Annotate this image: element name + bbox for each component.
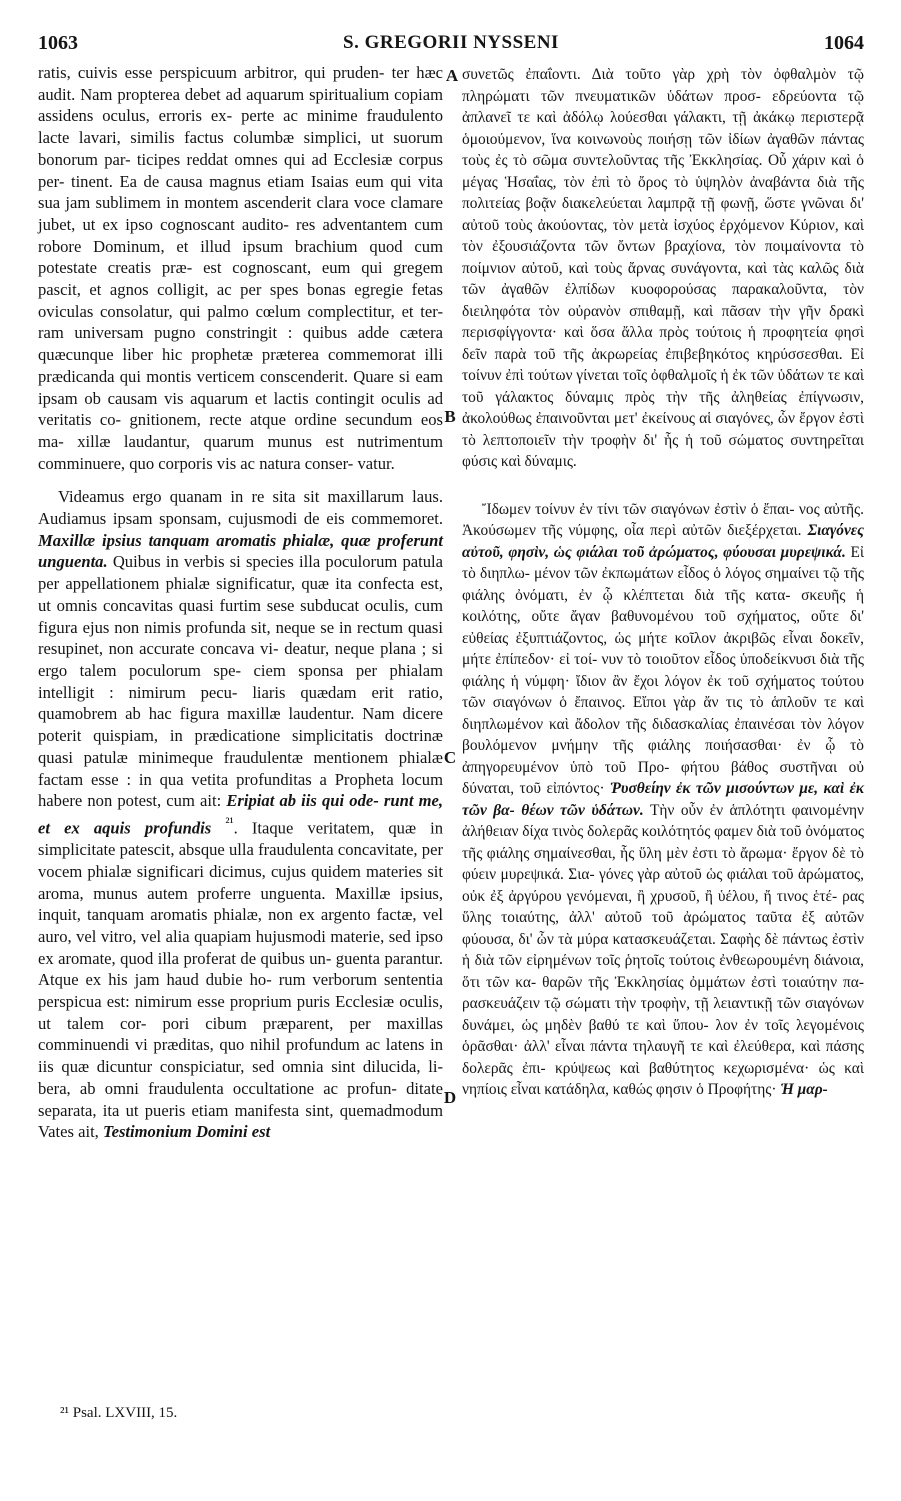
greek-text: Τὴν οὖν ἐν ἁπλότητι φαινομένην ἀλήθειαν δίχα τινὸς δολερᾶς κοιλότητός φαμεν διὰ τοῦ ὀνόματος τῆς φιάλης σημαίνεσθαι, ἧς ὕλη μὲν ἐστι τὸ ἄρωμα· ἔργον δὲ τὸ φύειν μυρεψικά. Σια- γόνες γὰρ αὐτοῦ ὡς φιάλαι τοῦ ἀρώματος, οὐκ ἐξ ἀργύρου γενόμεναι, ἢ χρυσοῦ, ἢ ὑέλου, ἤ τινος ἑτέ- ρας ὕλης τοιαύτης, ἀλλ' αὐτοῦ τοῦ ἀρώματος ταῦτα ἐξ αὐτῶν φύουσα, δι' ὧν τὰ μύρα κατασκευάζεται. Σαφὴς δὲ πάντως ἐστὶν ἡ διὰ τῶν εἰρημένων τοῖς ῥητοῖς τούτοις ἐνθεωρουμένη διάνοια, ὅτι τῶν κα- θαρῶν τῆς Ἐκκλησίας ὀμμάτων ἐστὶ τοιαύτην πα- ρασκευάζειν τῷ σώματι τὴν τροφὴν, τῇ λειαντικῇ τῶν σιαγόνων δυνάμει, ὡς μηδὲν βαθύ τε καὶ ὕπου- λον ἐν τοῖς λεγομένοις ὁρᾶσθαι· ἀλλ' εἶναι πάντα τηλαυγῆ τε καὶ ἐλεύθερα, καὶ πάσης δολερᾶς ἐπι- κρύψεως καὶ βαθύτητος κεχωρισμένα· ὡς καὶ νηπίοις εἶναι κατάδηλα, καθώς φησιν ὁ Προφήτης· [462,801,864,1098]
margin-marker-c: C [443,748,457,767]
running-title: S. GREGORII NYSSENI [343,32,559,53]
latin-scripture-quote: Eripiat ab iis qui ode- runt me, et ex aquis profundis [38,791,443,838]
greek-paragraph-1: συνετῶς ἐπαΐοντι. Διὰ τοῦτο γὰρ χρὴ τὸν ὀφθαλμὸν τῷ πληρώματι τῶν πνευματικῶν ὑδάτων προσ- εδρεύοντα τῷ ἀπλανεῖ τε καὶ ἀδόλῳ λούεσθαι γάλακτι, τῇ ἀκάκῳ περιστερᾷ ὁμοιούμενον, ἵνα κοινωνοὺς ποιήσῃ τῶν ἰδίων ἀγαθῶν πάντας τοὺς ἐς τὸ σῶμα συντελοῦντας τῆς Ἐκκλησίας. Οὗ χάριν καὶ ὁ μέγας Ἡσαΐας, τὸν ἐπὶ τὸ ὄρος τὸ ὑψηλὸν ἀναβάντα διὰ τῆς πολιτείας βοᾷν διακελεύεται λαμπρᾷ τῇ φωνῇ, ὥστε γνῶναι δι' αὐτοῦ τοὺς ἀκούοντας, τὸν μετὰ ἰσχύος ἐρχόμενον Κύριον, καὶ τὸν ἐξουσιάζοντα τῶν ὄντων βραχίονα, τὸν ποιμαίνοντα τὸ ποίμνιον αὐτοῦ, καὶ τοὺς ἄρνας συνάγοντα, καὶ τὰς καλῶς διὰ τῶν ἀγαθῶν ἐλπίδων κυοφορούσας παρακαλοῦντα, τὸν διειληφότα τὸν οὐρανὸν σπιθαμῇ, καὶ πᾶσαν τὴν γῆν δρακὶ περισφίγγοντα· καὶ ὅσα ἄλλα πρὸς τούτοις ἡ προφητεία φησὶ δεῖν παρὰ τοῦ τῆς ἀκρωρείας ἐπιβεβηκότος κηρύσσεσθαι. Εἰ τοίνυν ἐπὶ τούτων γίνεται τοῖς ὀφθαλμοῖς ἡ ἐκ τῶν ὑδάτων τε καὶ τοῦ γάλακτος δύναμις πρὸς τὴν τῆς ἀληθείας ἐπίγνωσιν, ἀκολούθως ἐπαινοῦνται μετ' ἐκείνους αἱ σιαγόνες, ὧν ἔργον ἐστὶ τὸ λεπτοποιεῖν τὴν τροφὴν δι' ἧς ἡ τοῦ σώματος συντηρεῖται φύσις καὶ δύναμις. [462,66,864,470]
latin-text: Videamus ergo quanam in re sita sit maxillarum laus. Audiamus ipsam sponsam, cujusmodi de eis commemoret. [38,487,443,529]
greek-column [462,64,864,1101]
page-number-left: 1063 [38,32,78,54]
latin-paragraph-1: ratis, cuivis esse perspicuum arbitror, qui pruden- ter hæc audit. Nam propterea debet ad aquarum spiritualium copiam assidens oculus, erroris ex- perte ac minime fraudulento lacte lavari, similis factus columbæ simplici, ut suorum bonorum par- ticipes reddat omnes qui ad Ecclesiæ corpus per- tinent. Ea de causa magnus etiam Isaias eum qui vita sua jam sublimem in montem ascenderit clara voce clamare jubet, ut ex ipso cognoscant audito- res adventantem cum robore Dominum, et illud ipsum brachium quod cum potestate creatis præ- est cognoscant, eum qui gregem pascit, et agnos colligit, ac per spes bonas egregie fetas oviculas consolatur, qui palmo cœlum complectitur, et ter- ram universam pugno constringit : quibus adde cætera quæcunque liber hic prophetæ præterea commemorat illi prædicanda qui montis verticem conscenderit. Quare si eam ipsam ob causam vis aquarum et lactis contingit oculis ad veritatis co- gnitionem, recte atque ordine secundum eos ma- xillæ laudantur, quarum munus est nutrimentum comminuere, quo corporis vis ac natura conser- vatur. [38,63,443,473]
latin-scripture-quote: Maxillæ ipsius tanquam aromatis phialæ, quæ proferunt unguenta. [38,530,443,572]
latin-text: Quibus in verbis si species illa poculorum patula per appellationem phialæ significatur, quæ ita confecta est, ut omnis concavitas quasi furtim sese subducat oculis, cum figura ejus non nimis profunda sit, neque se in rectum quasi resupinet, non accurate concava vi- deatur, neque plana ; si ergo talem poculorum spe- ciem sponsa per phialam intelligit : nimirum pecu- liaris quædam erit ratio, quamobrem ab hac figura maxillæ laudentur. Nam dicere poterit quispiam, in prædicatione simplicitatis doctrinæ quasi patulæ minimeque fraudulentæ mentionem phialæ factam esse : in qua vetita profunditas a Propheta locum habere non potest, cum ait: [38,552,443,811]
greek-paragraph-2 [462,499,864,1101]
page-header [38,30,864,60]
latin-column [38,62,443,1143]
greek-scripture-quote: Σιαγόνες αὐτοῦ, φησὶν, ὡς φιάλαι τοῦ ἀρώματος, φύουσαι μυρεψικά. [462,522,864,561]
greek-text: Εἰ τὸ διηπλω- μένον τῶν ἐκπωμάτων εἶδος ὁ λόγος σημαίνει τῷ τῆς φιάλης ὀνόματι, ἐν ᾧ κλέπτεται διὰ τῆς κατα- σκευῆς ἡ κοιλότης, οὔτε ἄγαν βαθυνομένου τοῦ σχήματος, οὔτε δι' εὐθείας ἐξυπτιάζοντος, ὡς μήτε κοῖλον ἀκριβῶς εἶναι δοκεῖν, μήτε ἐπίπεδον· εἰ τοί- νυν τὸ τοιοῦτον εἶδος ὑποδείκνυσι διὰ τῆς φιάλης ἡ νύμφη· ἴδιον ἂν ἔχοι λόγον ἐκ τοῦ σχήματος τούτου τῶν σιαγόνων ὁ ἔπαινος. Εἴποι γὰρ ἄν τις τὸ ἁπλοῦν τε καὶ διηπλωμένον καὶ ἄδολον τῆς διδασκαλίας ἐπαινέσαι τὸν λόγον βουλόμενον μνήμην τῆς φιάλης ποιήσασθαι· ἐν ᾧ τὸ ἀπηγορευμένον ὑπὸ τοῦ Προ- φήτου βάθος συστῆναι οὐ δύναται, τοῦ εἰπόντος· [462,543,864,797]
greek-scripture-quote: Ἡ μαρ- [780,1081,828,1098]
footnote: ²¹ Psal. LXVIII, 15. [60,1405,178,1421]
latin-text: . Itaque veritatem, quæ in simplicitate patescit, absque ulla fraudulenta concavitate, per vocem phialæ significari dicimus, cujus quidem materies sit aroma, munus autem proferre unguenta. Maxillæ ipsius, inquit, tanquam aromatis phialæ, non ex argento factæ, vel auro, vel vitro, vel alia quapiam hujusmodi materie, sed ipso ex aromate, quod illa proferat de quibus un- guenta parantur. Atque ex his jam haud dubie ho- rum verborum sententia perspicua est: nimirum esse proprium puris Ecclesiæ oculis, ut talem cor- pori cibum præparent, per maxillas comminuendi vi præditas, quo nihil profundum ac latens in iis quæ dicuntur conspiciatur, sed omnia sint dilucida, li- bera, ab omni fraudulenta occultatione ac profun- ditate separata, ita ut pueris etiam manifesta sint, quemadmodum Vates ait, [38,818,444,1142]
latin-scripture-quote: Testimonium Domini est [102,1122,271,1142]
latin-paragraph-2 [38,486,443,1143]
page-number-right: 1064 [824,32,864,54]
greek-scripture-quote: Ῥυσθείην ἐκ τῶν μισούντων με, καὶ ἐκ τῶν βα- θέων τῶν ὑδάτων. [462,780,864,819]
greek-text: Ἴδωμεν τοίνυν ἐν τίνι τῶν σιαγόνων ἐστὶν ὁ ἔπαι- νος αὐτῆς. Ἀκούσωμεν τῆς νύμφης, οἷα περὶ αὐτῶν διεξέρχεται. [462,500,864,539]
margin-marker-a: A [445,66,459,85]
margin-marker-b: B [444,407,456,426]
footnote-ref: ²¹ [225,814,234,830]
margin-marker-d: D [443,1088,457,1107]
